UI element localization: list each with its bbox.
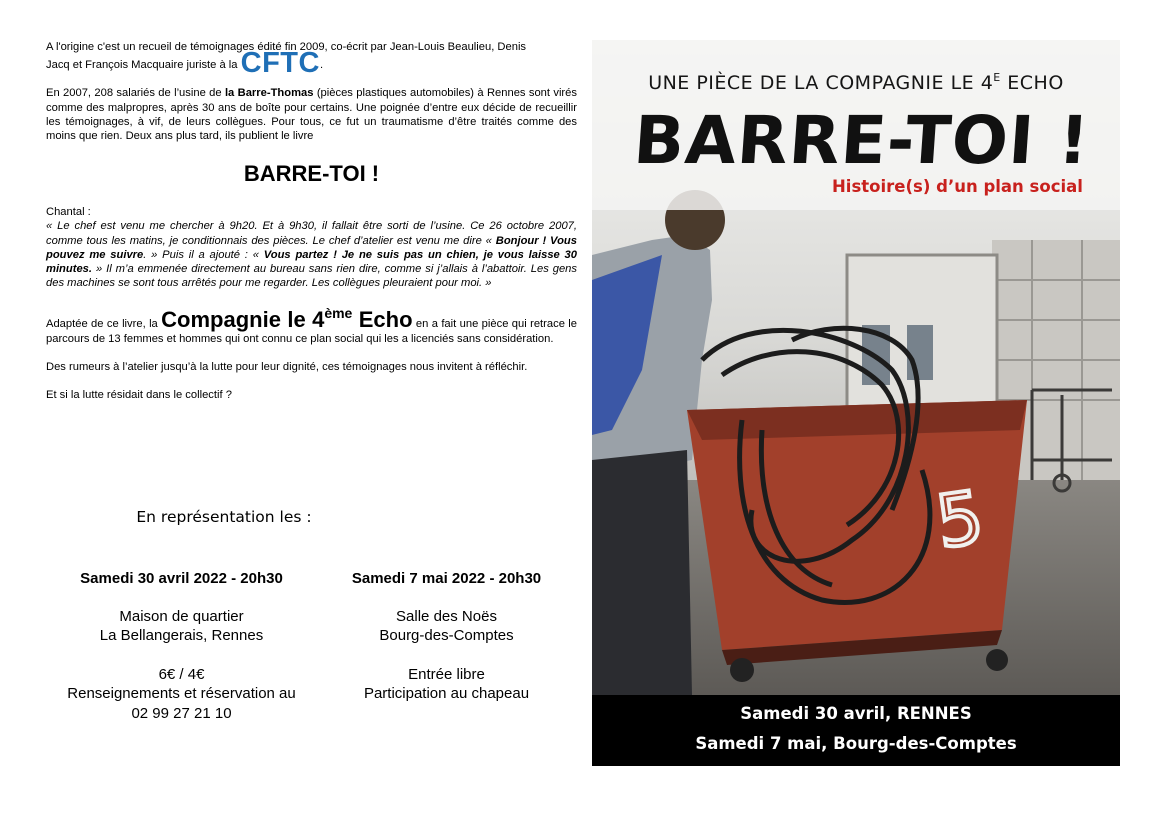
event-venue (46, 607, 317, 646)
quote-bold-2: Vous partez ! Je ne suis pas un chien, je vous laisse 30 minutes. (46, 248, 578, 276)
quote-part-a: « Le chef est venu me chercher à 9h20. Et à 9h30, il fallait être sorti de l’usine. Ce 26 octobre 2007, comme tous les matins, je conditionnais des pièces. Le chef d’atelier est venu me dire « (46, 220, 577, 247)
info-line-2: Participation au chapeau (363, 685, 530, 702)
company-name-b: Echo (352, 307, 413, 333)
venue-line-2: La Bellangerais, Rennes (99, 627, 264, 644)
event-rennes (46, 569, 317, 723)
bin-wheel-left (730, 658, 754, 682)
event-info (330, 665, 563, 704)
article-text (46, 40, 577, 402)
adapt-text-b: en a fait une pièce qui retrace le parcours de 13 femmes et hommes qui ont connu ce plan social qui les a licenciés sans considération. (46, 318, 578, 345)
info-line-1: 6€ / 4€ (158, 665, 205, 683)
cftc-logo-text: CFTC (240, 47, 320, 80)
venue-line-2: Bourg-des-Comptes (379, 627, 514, 644)
poster-date-1: Samedi 30 avril, RENNES (740, 704, 972, 723)
intro-end: . (319, 59, 324, 72)
bin-number: 5 (931, 474, 989, 565)
quote-text (46, 219, 577, 290)
question-paragraph: Et si la lutte résidait dans le collectif ? (46, 389, 232, 402)
para2-text-b: (pièces plastiques automobiles) à Rennes sont virés comme des malpropres, après 30 ans de boîte pour certains. Une poignée d’entre eux décide de recueillir les témoignages, à vif, de leurs collègues. Pour tous, ce fut un traumatisme d’être traités comme des moins que rien. Deux ans plus tard, ils publient le livre (46, 87, 577, 143)
book-title: BARRE-TOI ! (243, 161, 380, 187)
venue-line-1: Salle des Noës (396, 607, 497, 625)
poster-subtitle-sup: E (993, 71, 1001, 84)
poster-date-2: Samedi 7 mai, Bourg-des-Comptes (695, 734, 1017, 753)
quote-bold-1: Bonjour ! Vous pouvez me suivre (46, 234, 577, 261)
company-name-a: Compagnie le 4 (161, 307, 325, 333)
info-line-3: 02 99 27 21 10 (131, 704, 232, 722)
info-line-2: Renseignements et réservation au (67, 685, 296, 702)
company-name (161, 307, 412, 332)
para2-text-a: En 2007, 208 salariés de l’usine de (46, 87, 225, 100)
poster-subtitle (592, 71, 1120, 94)
poster-subtitle-end: ECHO (1000, 72, 1064, 94)
worker-trousers (592, 450, 692, 695)
quote-part-c: » Il m’a emmenée directement au bureau sans rien dire, comme si j’allais à l’abattoir. Les gens des machines se sont tous arrêtés pour me regarder. Les collègues pleuraient pour moi. » (46, 263, 577, 290)
event-venue (330, 607, 563, 646)
para2-bold: la Barre-Thomas (224, 87, 314, 100)
poster-title: BARRE-TOI ! (631, 102, 1093, 179)
bin-wheel-right (986, 649, 1008, 671)
paragraph-usine (46, 86, 577, 143)
company-sup: ème (324, 305, 353, 322)
intro-line-1: A l'origine c'est un recueil de témoignages édité fin 2009, co-écrit par Jean-Louis Beaulieu, Denis (46, 41, 527, 53)
poster-subtitle-text: UNE PIÈCE DE LA COMPAGNIE LE 4 (648, 72, 994, 94)
venue-line-1: Maison de quartier (119, 607, 244, 625)
quote-speaker: Chantal : (46, 206, 91, 219)
poster-tagline: Histoire(s) d’un plan social (832, 177, 1083, 196)
adapt-text-a: Adaptée de ce livre, la (46, 318, 162, 331)
event-info (46, 665, 317, 724)
quote-part-b: . » Puis il a ajouté : « (143, 248, 264, 261)
event-date: Samedi 7 mai 2022 - 20h30 (351, 570, 542, 587)
poster-dates-band (592, 695, 1120, 766)
event-date: Samedi 30 avril 2022 - 20h30 (80, 570, 283, 587)
adaptation-paragraph (46, 306, 577, 345)
representation-heading: En représentation les : (136, 508, 312, 526)
info-line-1: Entrée libre (408, 665, 485, 683)
play-poster (592, 40, 1120, 766)
rumeurs-paragraph: Des rumeurs à l’atelier jusqu’à la lutte pour leur dignité, ces témoignages nous invitent à réfléchir. (46, 360, 528, 373)
event-bourg (330, 569, 563, 704)
intro-line-2-text: Jacq et François Macquaire juriste à la (46, 59, 241, 72)
